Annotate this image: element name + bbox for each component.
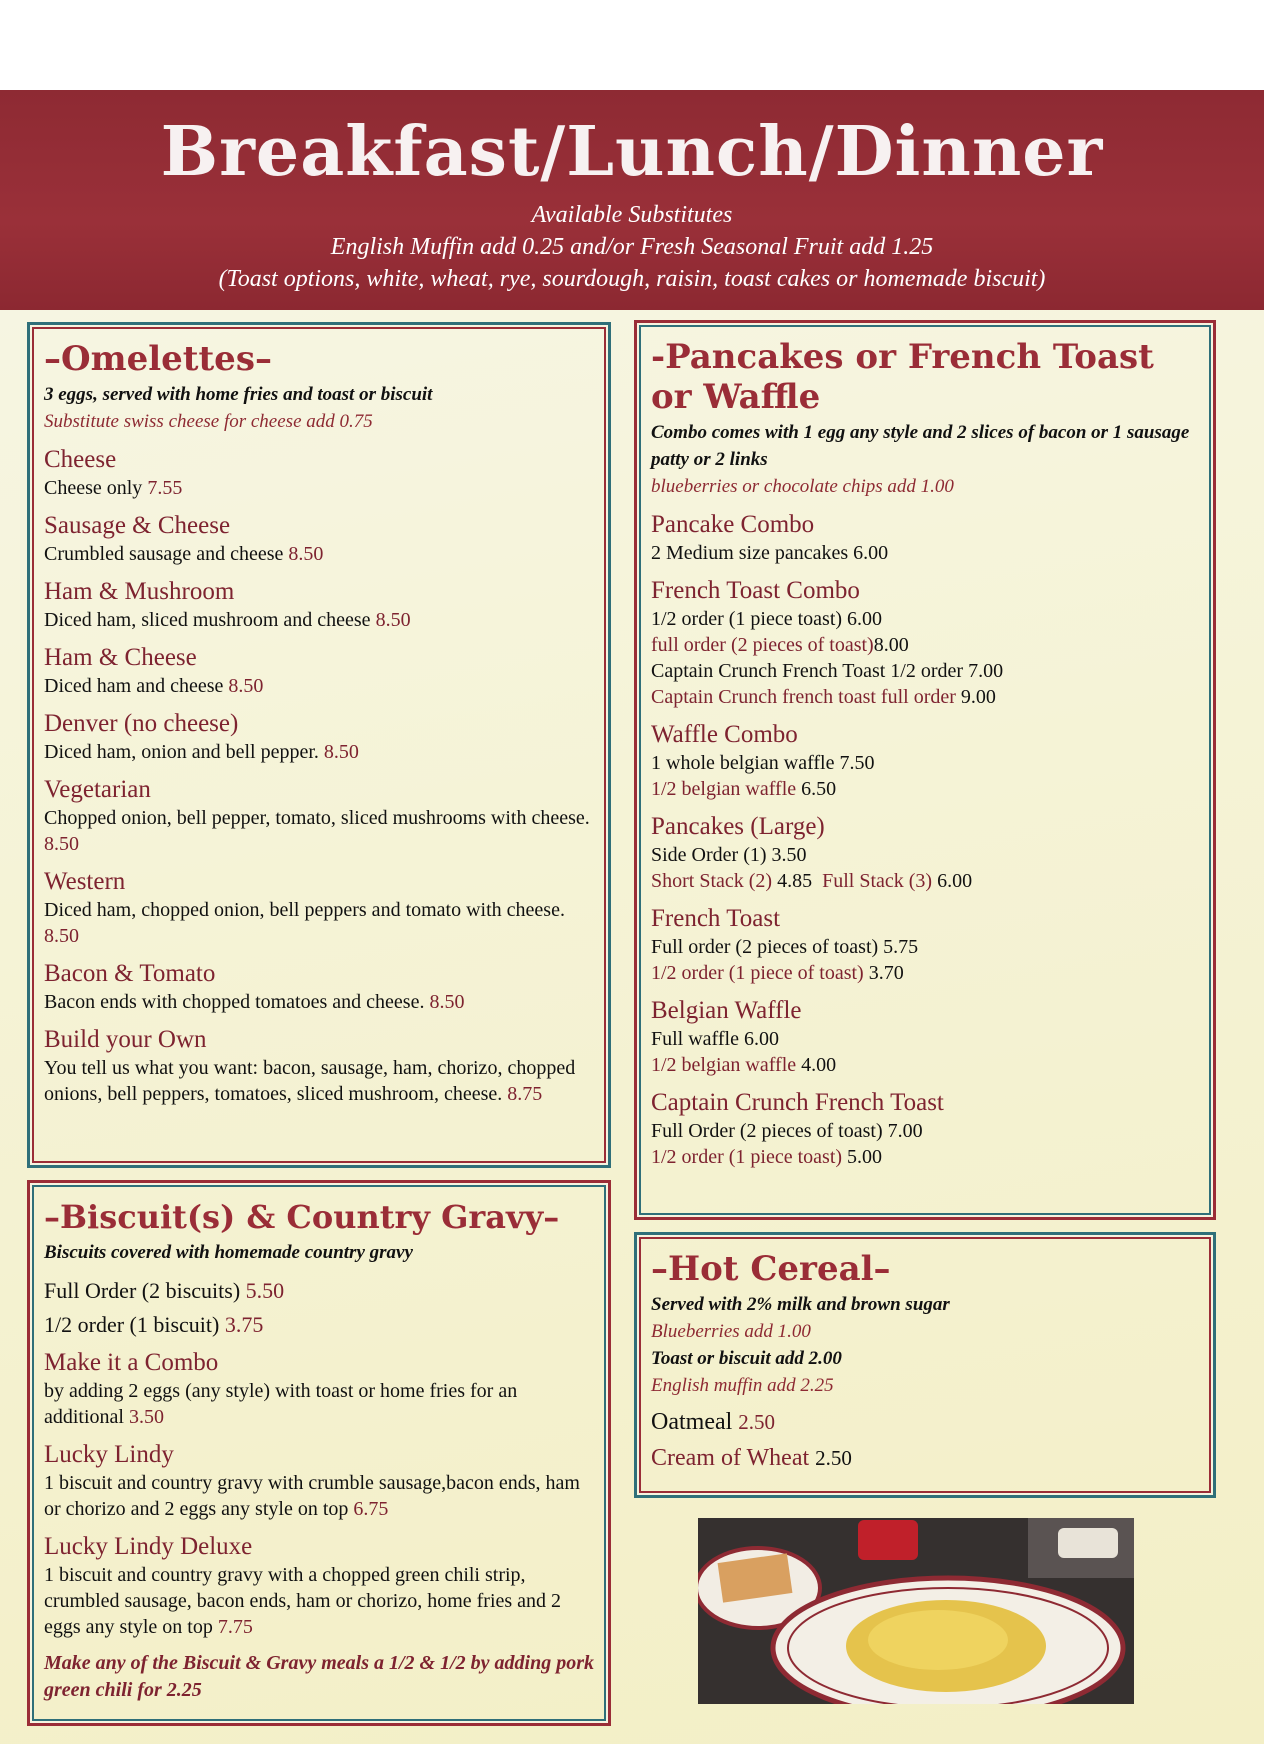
biscuits-footer-note: Make any of the Biscuit & Gravy meals a 1/2 & 1/2 by adding pork green chili for 2.25 (44, 1652, 594, 1701)
omelette-item-name: Sausage & Cheese (44, 512, 231, 539)
omelette-item (44, 577, 594, 633)
hot-cereal-title: –Hot Cereal– (651, 1249, 891, 1289)
biscuit-item-price: 3.50 (128, 1406, 164, 1428)
food-photo (698, 1518, 1134, 1704)
biscuit-item-name: Lucky Lindy Deluxe (44, 1533, 253, 1560)
omelette-item-desc: You tell us what you want: bacon, sausage, ham, chorizo, chopped onions, bell peppers, tomatoes, sliced mushroom, cheese. 8.75 (44, 1057, 576, 1105)
oatmeal-item: Oatmeal 2.50 (651, 1409, 776, 1435)
french-toast-combo: French Toast Combo 1/2 order (1 piece toast) 6.00 full order (2 pieces of toast)8.00 Captain Crunch French Toast 1/2 order 7.00 Captain Crunch french toast full order 9.00 (651, 577, 1004, 708)
omelette-item-name: Ham & Cheese (44, 644, 197, 671)
omelette-item-desc: Diced ham and cheese 8.50 (44, 675, 264, 697)
omelette-item-desc: Cheese only 7.55 (44, 477, 183, 499)
pancake-combo: Pancake Combo 2 Medium size pancakes 6.00 (651, 511, 889, 564)
omelette-item-name: Build your Own (44, 1026, 207, 1053)
biscuit-item-price: 6.75 (353, 1498, 389, 1520)
omelette-item (44, 867, 594, 949)
omelette-item-price: 8.50 (375, 609, 411, 631)
omelette-item (44, 709, 594, 765)
substitutes-line: English Muffin add 0.25 and/or Fresh Seasonal Fruit add 1.25 (330, 234, 934, 260)
omelette-item-price: 7.55 (147, 477, 183, 499)
biscuit-item (44, 1532, 594, 1640)
omelette-item-desc: Diced ham, onion and bell pepper. 8.50 (44, 741, 359, 763)
waffle-combo: Waffle Combo 1 whole belgian waffle 7.50 1/2 belgian waffle 6.50 (651, 721, 875, 800)
pancakes-title: -Pancakes or French Toast or Waffle (651, 337, 1154, 417)
omelette-item (44, 959, 594, 1015)
toast-options-line: (Toast options, white, wheat, rye, sourdough, raisin, toast cakes or homemade biscuit) (218, 266, 1046, 292)
biscuit-item (44, 1440, 594, 1522)
omelette-item-price: 8.50 (44, 925, 79, 947)
biscuits-note: Biscuits covered with homemade country gravy (44, 1242, 413, 1263)
biscuit-item-name: Make it a Combo (44, 1349, 219, 1376)
biscuits-full-order: Full Order (2 biscuits) 5.50 (44, 1278, 285, 1303)
pancakes-large: Pancakes (Large) Side Order (1) 3.50 Short Stack (2) 4.85 Full Stack (3) 6.00 (651, 813, 973, 892)
omelette-item-name: Western (44, 868, 126, 895)
omelette-item-price: 8.50 (228, 675, 264, 697)
omelette-item-desc: Bacon ends with chopped tomatoes and cheese. 8.50 (44, 991, 465, 1013)
omelette-plate-photo (698, 1518, 1134, 1704)
biscuits-section (27, 1180, 611, 1726)
omelette-item-desc: Diced ham, chopped onion, bell peppers and tomato with cheese. 8.50 (44, 899, 565, 947)
omelette-item-price: 8.50 (44, 833, 79, 855)
menu-title: Breakfast/Lunch/Dinner (160, 112, 1104, 192)
omelette-item (44, 445, 594, 501)
pancakes-section (634, 320, 1216, 1220)
omelette-item-name: Denver (no cheese) (44, 710, 239, 737)
omelette-item-price: 8.50 (429, 991, 465, 1013)
omelette-item-desc: Diced ham, sliced mushroom and cheese 8.50 (44, 609, 411, 631)
omelette-item (44, 511, 594, 567)
omelette-item (44, 1025, 594, 1107)
biscuits-half-order: 1/2 order (1 biscuit) 3.75 (44, 1312, 264, 1337)
captain-crunch-french-toast: Captain Crunch French Toast Full Order (2 pieces of toast) 7.00 1/2 order (1 piece toast) 5.00 (651, 1089, 944, 1168)
omelette-item-name: Cheese (44, 446, 117, 473)
belgian-waffle: Belgian Waffle Full waffle 6.00 1/2 belgian waffle 4.00 (651, 997, 837, 1076)
biscuit-item-name: Lucky Lindy (44, 1441, 174, 1468)
omelette-item (44, 775, 594, 857)
pancakes-combo-note: Combo comes with 1 egg any style and 2 slices of bacon or 1 sausage patty or 2 links (651, 422, 1190, 470)
omelette-item-name: Ham & Mushroom (44, 578, 235, 605)
cereal-note-muffin: English muffin add 2.25 (651, 1375, 834, 1396)
omelette-item-desc: Crumbled sausage and cheese 8.50 (44, 543, 324, 565)
substitutes-heading: Available Substitutes (531, 202, 733, 228)
omelette-item-desc: Chopped onion, bell pepper, tomato, sliced mushrooms with cheese. 8.50 (44, 807, 590, 855)
cereal-note-toast: Toast or biscuit add 2.00 (651, 1348, 842, 1369)
hot-cereal-section (634, 1232, 1216, 1498)
omelette-item-name: Bacon & Tomato (44, 960, 216, 987)
omelette-item-name: Vegetarian (44, 776, 151, 803)
biscuit-item-desc: 1 biscuit and country gravy with a chopped green chili strip, crumbled sausage, bacon ends, ham or chorizo, home fries and 2 eggs any style on top 7.75 (44, 1564, 562, 1638)
omelettes-section (27, 322, 611, 1168)
biscuit-item (44, 1348, 594, 1430)
french-toast: French Toast Full order (2 pieces of toast) 5.75 1/2 order (1 piece of toast) 3.70 (651, 905, 919, 984)
biscuit-item-price: 7.75 (217, 1616, 253, 1638)
pancakes-addon-note: blueberries or chocolate chips add 1.00 (651, 476, 954, 497)
cereal-note-blueberries: Blueberries add 1.00 (651, 1321, 811, 1342)
header-banner (0, 90, 1264, 310)
biscuits-title: –Biscuit(s) & Country Gravy– (44, 1198, 560, 1236)
omelettes-title: –Omelettes– (44, 339, 272, 379)
omelettes-swiss-note: Substitute swiss cheese for cheese add 0.75 (44, 411, 373, 432)
biscuit-item-desc: 1 biscuit and country gravy with crumble sausage,bacon ends, ham or chorizo and 2 eggs any style on top 6.75 (44, 1472, 580, 1520)
omelette-item-price: 8.50 (288, 543, 324, 565)
omelette-item-price: 8.50 (323, 741, 359, 763)
omelettes-note: 3 eggs, served with home fries and toast or biscuit (44, 384, 433, 405)
cereal-note-milk: Served with 2% milk and brown sugar (651, 1294, 950, 1315)
cream-of-wheat-item: Cream of Wheat 2.50 (651, 1445, 852, 1471)
omelette-item-price: 8.75 (507, 1083, 543, 1105)
omelette-item (44, 643, 594, 699)
biscuit-item-desc: by adding 2 eggs (any style) with toast or home fries for an additional 3.50 (44, 1380, 518, 1428)
